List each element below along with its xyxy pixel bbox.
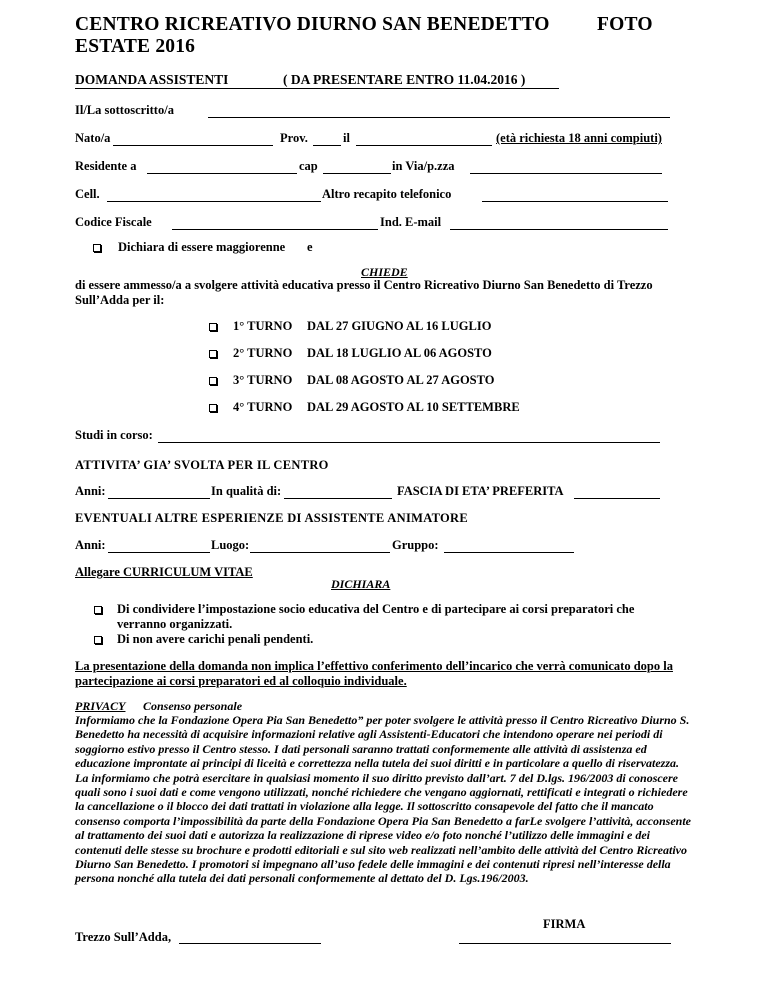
other-experience-heading: EVENTUALI ALTRE ESPERIENZE DI ASSISTENTE ANIMATORE	[75, 511, 469, 525]
group-label: Gruppo:	[392, 538, 439, 552]
photo-label: FOTO	[597, 14, 653, 35]
studies-field[interactable]	[158, 442, 660, 443]
attach-cv: Allegare CURRICULUM VITAE	[75, 565, 253, 579]
other-phone-label: Altro recapito telefonico	[322, 187, 452, 201]
age-range-field[interactable]	[574, 498, 660, 499]
form-title: DOMANDA ASSISTENTI	[75, 72, 229, 87]
adult-checkbox[interactable]	[93, 244, 101, 252]
street-field[interactable]	[470, 173, 662, 174]
tax-code-label: Codice Fiscale	[75, 215, 152, 229]
header-underline	[75, 88, 559, 89]
shift-2-checkbox[interactable]	[209, 350, 217, 358]
shift-1-label: 1° TURNO	[233, 319, 293, 333]
birthdate-field[interactable]	[356, 145, 492, 146]
age-note: (età richiesta 18 anni compiuti)	[496, 131, 662, 145]
prov-label: Prov.	[280, 131, 308, 145]
date-label: il	[343, 131, 350, 145]
signature-field[interactable]	[459, 943, 671, 944]
request-heading: CHIEDE	[361, 265, 408, 279]
studies-label: Studi in corso:	[75, 428, 153, 442]
privacy-subheading: Consenso personale	[143, 699, 243, 713]
cell-field[interactable]	[107, 201, 321, 202]
role-label: In qualità di:	[211, 484, 282, 498]
place-field[interactable]	[250, 552, 390, 553]
street-label: in Via/p.zza	[392, 159, 455, 173]
shift-2-dates: DAL 18 LUGLIO AL 06 AGOSTO	[307, 346, 492, 360]
place-label: Luogo:	[211, 538, 250, 552]
privacy-text: Informiamo che la Fondazione Opera Pia San Benedetto” per poter svolgere le attività presso il Centro Ricreativo Diurno S. Benedetto ha necessità di acquisire informazioni relative agli Assistenti-Educatori che intendono operare nei periodi di soggiorno estivo presso il Centro stesso. I dati personali saranno trattati conformemente alle attività di assistenza ed educazione improntate ai principi di liceità e correttezza nella tutela dei suoi diritti e in particolare a quello di riservatezza. La informiamo che potrà esercitare in qualsiasi momento il suo diritto previsto dall’art. 7 del D.lgs. 196/2003 di conoscere quali sono i suoi dati e come vengono utilizzati, nonché richiedere che vengano aggiornati, rettificati e integrati o richiedere la cancellazione o il blocco dei dati trattati in violazione alla legge. Il sottoscritto consapevole del fatto che il mancato consenso comporta l’impossibilità da parte della Fondazione Opera Pia San Benedetto a farLe svolgere l’attività, acconsente al trattamento dei suoi dati e autorizza la realizzazione di riprese video e/o foto nonché l’utilizzo delle immagini e dei contenuti delle stesse su brochure e prodotti editoriali e sul sito web realizzati nell’ambito delle attività del Centro Ricreativo Diurno San Benedetto. I promotori si impegnano all’uso fedele delle immagini e dei contenuti ripresi nell’interesse della persona nonché alla tutela dei dati personali conformemente al dettato del D. Lgs.196/2003.	[75, 713, 691, 886]
group-field[interactable]	[444, 552, 574, 553]
declaration-1-checkbox[interactable]	[94, 606, 102, 614]
shift-4-label: 4° TURNO	[233, 400, 293, 414]
years-field[interactable]	[108, 498, 210, 499]
cell-label: Cell.	[75, 187, 100, 201]
cap-label: cap	[299, 159, 318, 173]
declaration-1-line2: verranno organizzati.	[117, 617, 233, 631]
role-field[interactable]	[284, 498, 392, 499]
shift-3-dates: DAL 08 AGOSTO AL 27 AGOSTO	[307, 373, 495, 387]
shift-3-checkbox[interactable]	[209, 377, 217, 385]
years2-field[interactable]	[108, 552, 210, 553]
declaration-heading: DICHIARA	[331, 577, 391, 591]
years2-label: Anni:	[75, 538, 106, 552]
and-word: e	[307, 240, 313, 254]
age-range-label: FASCIA DI ETA’ PREFERITA	[397, 484, 564, 498]
email-field[interactable]	[450, 229, 668, 230]
tax-code-field[interactable]	[172, 229, 378, 230]
resident-label: Residente a	[75, 159, 137, 173]
shift-1-checkbox[interactable]	[209, 323, 217, 331]
declaration-2-checkbox[interactable]	[94, 636, 102, 644]
notice-line2: partecipazione ai corsi preparatori ed al colloquio individuale.	[75, 674, 407, 688]
adult-declaration: Dichiara di essere maggiorenne	[118, 240, 286, 254]
title-line2: ESTATE 2016	[75, 36, 196, 57]
undersigned-field[interactable]	[208, 117, 670, 118]
declaration-1-line1: Di condividere l’impostazione socio educativa del Centro e di partecipare ai corsi preparatori che	[117, 602, 635, 616]
prov-field[interactable]	[313, 145, 341, 146]
title-line1: CENTRO RICREATIVO DIURNO SAN BENEDETTO	[75, 14, 550, 35]
shift-3-label: 3° TURNO	[233, 373, 293, 387]
request-text: di essere ammesso/a a svolgere attività educativa presso il Centro Ricreativo Diurno San Benedetto di Trezzo Sull’Adda per il:	[75, 278, 653, 307]
resident-field[interactable]	[147, 173, 297, 174]
shift-1-dates: DAL 27 GIUGNO AL 16 LUGLIO	[307, 319, 492, 333]
cap-field[interactable]	[323, 173, 391, 174]
date-field[interactable]	[179, 943, 321, 944]
shift-4-dates: DAL 29 AGOSTO AL 10 SETTEMBRE	[307, 400, 520, 414]
notice-line1: La presentazione della domanda non implica l’effettivo conferimento dell’incarico che verrà comunicato dopo la	[75, 659, 673, 673]
place-date-label: Trezzo Sull’Adda,	[75, 930, 172, 944]
declaration-2: Di non avere carichi penali pendenti.	[117, 632, 314, 646]
privacy-heading: PRIVACY	[75, 699, 126, 713]
shift-2-label: 2° TURNO	[233, 346, 293, 360]
other-phone-field[interactable]	[482, 201, 668, 202]
signature-label: FIRMA	[543, 917, 586, 931]
email-label: Ind. E-mail	[380, 215, 442, 229]
born-field[interactable]	[113, 145, 273, 146]
years-label: Anni:	[75, 484, 106, 498]
deadline: ( DA PRESENTARE ENTRO 11.04.2016 )	[283, 72, 526, 87]
center-experience-heading: ATTIVITA’ GIA’ SVOLTA PER IL CENTRO	[75, 458, 329, 472]
shift-4-checkbox[interactable]	[209, 404, 217, 412]
undersigned-label: Il/La sottoscritto/a	[75, 103, 174, 117]
born-label: Nato/a	[75, 131, 111, 145]
